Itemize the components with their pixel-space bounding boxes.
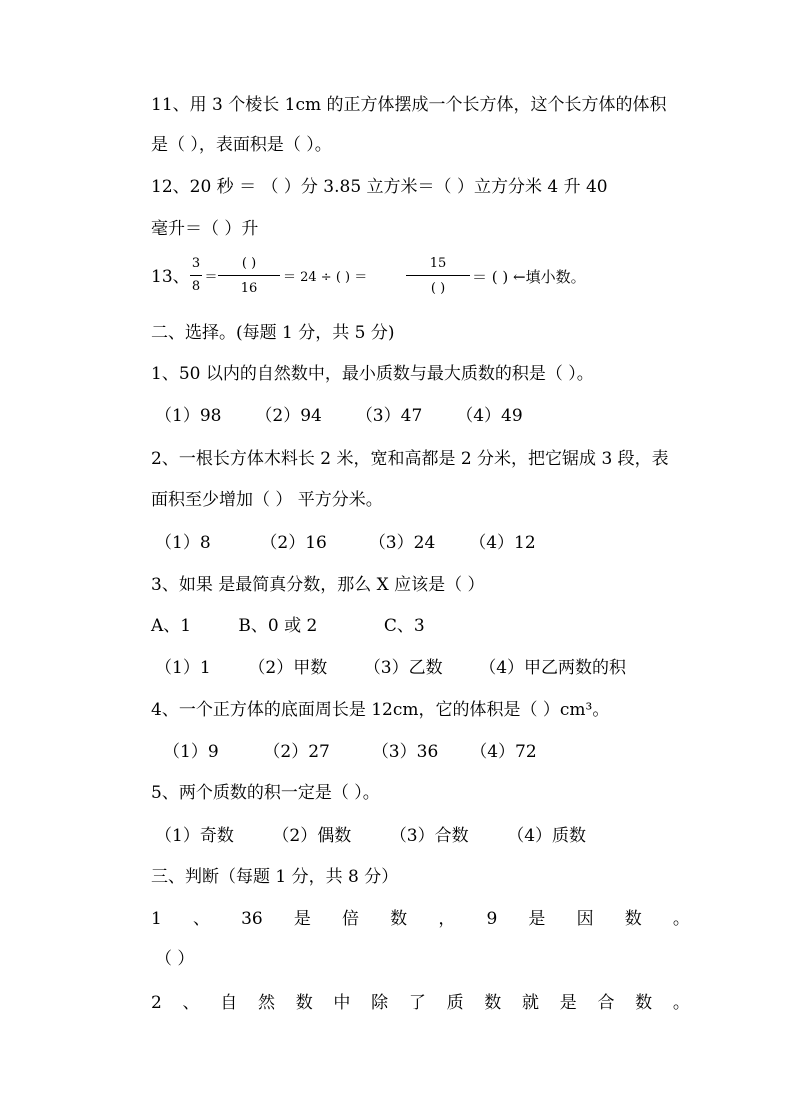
option-4: （4）49 (456, 406, 523, 426)
s2-q3-options (155, 657, 626, 679)
s2-q4-options (163, 741, 537, 763)
choice-b: B、0 或 2 (238, 616, 318, 636)
option-1: （1）9 (163, 742, 219, 762)
option-3: （3）24 (368, 533, 436, 553)
token: 是 (559, 993, 577, 1013)
fraction-2-bar (218, 275, 280, 276)
fraction-1-numerator: 3 (191, 256, 201, 271)
token: 了 (408, 993, 426, 1013)
fraction-3-denominator: ( ) (430, 281, 446, 296)
token: 是 (293, 909, 311, 929)
choice-c: C、3 (383, 616, 425, 636)
option-1: （1）8 (155, 533, 211, 553)
section2-title: 二、选择。(每题 1 分，共 5 分) (151, 323, 395, 343)
option-2: （2）94 (255, 406, 322, 426)
token: 因 (576, 909, 594, 929)
s2-q4-text: 4、一个正方体的底面周长是 12cm，它的体积是（ ）cm³。 (151, 700, 610, 720)
token: 数 (484, 993, 502, 1013)
s2-q3-abc (151, 615, 425, 637)
s2-q1-text: 1、50 以内的自然数中，最小质数与最大质数的积是（ ）。 (151, 364, 594, 384)
token: 质 (446, 993, 464, 1013)
token: 中 (333, 993, 351, 1013)
s2-q2-options (155, 532, 536, 554)
token: 数 (390, 909, 408, 929)
fraction-3-bar (406, 275, 470, 276)
token: 数 (295, 993, 313, 1013)
option-3: （3）乙数 (363, 658, 443, 678)
section3-title: 三、判断（每题 1 分，共 8 分） (151, 867, 399, 887)
option-3: （3）合数 (389, 826, 469, 846)
token: 合 (597, 993, 615, 1013)
q12-line1: 12、20 秒 ＝ （ ）分 3.85 立方米＝（ ）立方分米 4 升 40 (151, 177, 608, 197)
token: 9 (486, 909, 498, 929)
token: 倍 (342, 909, 360, 929)
fraction-1-bar (190, 275, 202, 276)
token: 数 (624, 909, 642, 929)
token: 数 (635, 993, 653, 1013)
option-4: （4）72 (470, 742, 537, 762)
option-1: （1）1 (155, 658, 211, 678)
s2-q5-options (155, 825, 586, 847)
token: 2 (151, 993, 162, 1013)
q13-tail: ＝ ( ) ←填小数。 (472, 268, 586, 286)
choice-a: A、1 (151, 616, 192, 636)
token: 。 (672, 909, 690, 929)
s3-q2-line (151, 992, 690, 1014)
option-1: （1）98 (155, 406, 222, 426)
s2-q1-options (155, 405, 523, 427)
token: 自 (220, 993, 238, 1013)
q11-line2: 是（ ），表面积是（ ）。 (151, 135, 332, 155)
fraction-2-denominator: 16 (240, 281, 258, 296)
option-4: （4）甲乙两数的积 (479, 658, 627, 678)
token: 、 (182, 993, 200, 1013)
token: 、 (192, 909, 210, 929)
fraction-1-denominator: 8 (191, 279, 201, 294)
option-3: （3）47 (355, 406, 423, 426)
fraction-3-numerator: 15 (429, 256, 447, 271)
fraction-2-numerator: ( ) (241, 256, 257, 271)
q11-line1: 11、用 3 个棱长 1cm 的正方体摆成一个长方体，这个长方体的体积 (151, 95, 667, 115)
token: 是 (528, 909, 546, 929)
option-4: （4）12 (469, 533, 536, 553)
s2-q2-line1: 2、一根长方体木料长 2 米，宽和高都是 2 分米，把它锯成 3 段，表 (151, 449, 669, 469)
s3-q1-answer-paren: （ ） (155, 949, 195, 969)
equals-sign-1: ＝ (204, 270, 218, 285)
s2-q5-text: 5、两个质数的积一定是（ ）。 (151, 783, 380, 803)
option-1: （1）奇数 (155, 826, 234, 846)
option-2: （2）甲数 (248, 658, 328, 678)
option-3: （3）36 (371, 742, 439, 762)
option-4: （4）质数 (507, 826, 587, 846)
s2-q3-text: 3、如果 是最简真分数，那么 X 应该是（ ） (151, 575, 485, 595)
token: 就 (522, 993, 540, 1013)
q13-prefix: 13、 (151, 267, 190, 287)
token: 。 (672, 993, 690, 1013)
q12-line2: 毫升＝（ ）升 (151, 219, 259, 239)
option-2: （2）27 (263, 742, 330, 762)
s2-q2-line2: 面积至少增加（ ） 平方分米。 (151, 490, 383, 510)
option-2: （2）偶数 (272, 826, 352, 846)
token: 1 (151, 909, 162, 929)
token: 除 (371, 993, 389, 1013)
token: 36 (241, 909, 263, 929)
option-2: （2）16 (260, 533, 327, 553)
token: 然 (257, 993, 275, 1013)
s3-q1-line (151, 908, 690, 930)
q13-middle-expression: ＝ 24 ÷ ( ) ＝ (283, 270, 368, 285)
token: ， (438, 909, 456, 929)
